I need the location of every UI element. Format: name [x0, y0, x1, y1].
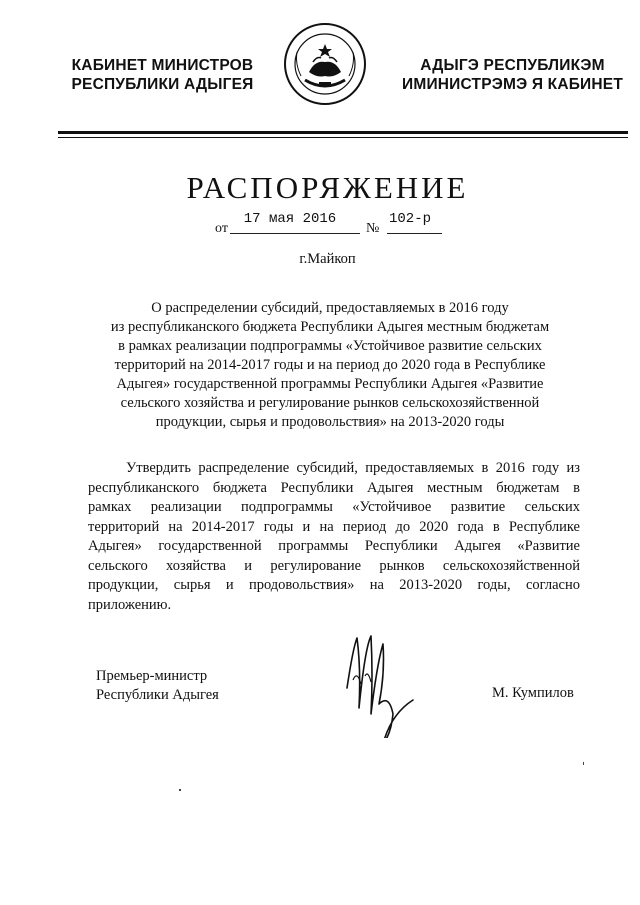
subject-line: продукции, сырья и продовольствия» на 2013-2020 годы	[155, 414, 505, 430]
issuer-line: РЕСПУБЛИКИ АДЫГЕЯ	[71, 76, 254, 93]
subject-line: в рамках реализации подпрограммы «Устойчивое развитие сельских	[118, 338, 542, 354]
header-divider-thin	[58, 137, 628, 138]
signer-position-line: Республики Адыгея	[96, 686, 219, 703]
coat-of-arms-emblem	[283, 22, 367, 106]
number-underline	[387, 233, 442, 234]
number-prefix: №	[366, 221, 380, 236]
signer-name: М. Кумпилов	[492, 685, 574, 701]
subject-line: сельского хозяйства и регулирование рынков сельскохозяйственной	[120, 395, 540, 411]
body-line: Адыгея» государственной программы Республики Адыгея «Развитие	[88, 538, 580, 554]
body-line: продукции, сырья и продовольствия» на 2013-2020 годы, согласно	[88, 577, 580, 593]
body-line: рамках реализации подпрограммы «Устойчивое развитие сельских	[88, 499, 580, 515]
subject-line: О распределении субсидий, предоставляемых в 2016 году	[151, 300, 509, 316]
subject-line: территорий на 2014-2017 годы и на период до 2020 года в Республике	[114, 357, 546, 373]
scan-speck	[179, 789, 181, 791]
document-type-heading: РАСПОРЯЖЕНИЕ	[186, 170, 469, 205]
scan-speck	[583, 762, 584, 765]
header-divider-thick	[58, 131, 628, 134]
handwritten-signature	[335, 628, 415, 738]
body-line: сельского хозяйства и регулирование рынков сельскохозяйственной	[88, 557, 580, 574]
document-number: 102-р	[389, 211, 432, 227]
signer-position-line: Премьер-министр	[96, 668, 208, 684]
order-body	[88, 459, 580, 615]
subject-line: из республиканского бюджета Республики Адыгея местным бюджетам	[110, 319, 550, 335]
issuer-name-adyghe	[390, 56, 635, 94]
date-number-row	[0, 210, 640, 240]
body-line: Утвердить распределение субсидий, предоставляемых в 2016 году из	[126, 460, 580, 476]
issuer-line: КАБИНЕТ МИНИСТРОВ	[71, 57, 254, 74]
issuer-line: ИМИНИСТРЭМЭ Я КАБИНЕТ	[402, 76, 623, 93]
city-name: г.Майкоп	[299, 251, 356, 267]
body-line: республиканского бюджета Республики Адыгея местным бюджетам в	[88, 479, 580, 496]
body-line: территорий на 2014-2017 годы и на период до 2020 года в Республике	[88, 518, 580, 535]
signer-position	[96, 667, 219, 704]
issuer-line: АДЫГЭ РЕСПУБЛИКЭМ	[420, 57, 605, 74]
body-line: приложению.	[88, 596, 172, 613]
subject-line: Адыгея» государственной программы Республики Адыгея «Развитие	[116, 376, 544, 392]
date-prefix: от	[215, 221, 228, 236]
date-underline	[230, 233, 360, 234]
document-date: 17 мая 2016	[243, 211, 337, 227]
document-subject	[95, 299, 565, 432]
issuer-name-russian	[60, 56, 265, 94]
